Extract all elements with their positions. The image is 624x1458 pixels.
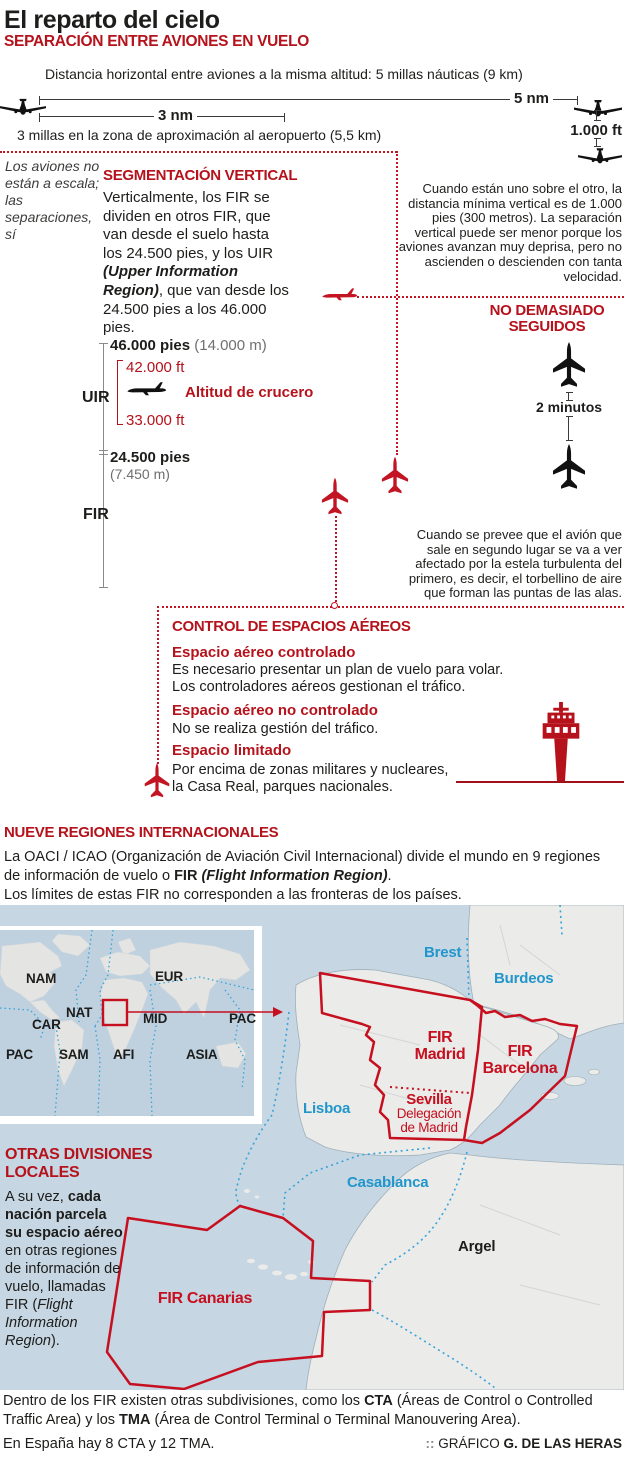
ground-line — [456, 781, 624, 783]
dotted-connector — [357, 296, 624, 298]
heading-otras-line2: LOCALES — [5, 1163, 80, 1181]
para-nueve-line2: Los límites de estas FIR no corresponden a las fronteras de los países. — [4, 887, 462, 903]
cruise-bracket — [117, 360, 118, 424]
altitude-46000-meters: (14.000 m) — [194, 337, 267, 354]
note-scale: Los aviones no están a escala; las separaciones, sí — [5, 158, 100, 242]
label-2-minutos: 2 minutos — [535, 399, 603, 415]
control-item-line: la Casa Real, parques nacionales. — [172, 779, 393, 795]
control-item-line: No se realiza gestión del tráfico. — [172, 721, 379, 737]
sevilla-label — [373, 1093, 485, 1135]
airplane-front-icon — [0, 96, 46, 119]
measure-line-1000ft-top — [596, 110, 597, 121]
heading-no-seguidos-line2: SEGUIDOS — [508, 318, 586, 335]
airplane-top-icon — [144, 762, 170, 800]
region-label-nam: NAM — [26, 971, 57, 986]
region-label-sam: SAM — [59, 1047, 89, 1062]
control-item-line: Es necesario presentar un plan de vuelo para volar. — [172, 662, 504, 678]
axis-tick — [99, 343, 108, 344]
heading-no-seguidos — [470, 303, 624, 335]
caption-horizontal-distance: Distancia horizontal entre aviones a la misma altitud: 5 millas náuticas (9 km) — [45, 66, 523, 82]
para-segmentacion-text: Verticalmente, los FIR se dividen en otros FIR, que van desde el suelo hasta los 24.500 pies, y los UIR — [103, 189, 274, 262]
axis-tick — [99, 454, 108, 455]
altitude-24500-value: 24.500 pies — [110, 449, 191, 466]
heading-control-espacios: CONTROL DE ESPACIOS AÉREOS — [172, 618, 411, 635]
region-label-mid: MID — [143, 1011, 168, 1026]
fir-barcelona-line1: FIR — [507, 1043, 533, 1060]
note-turbulence: Cuando se prevee que el avión que sale en segundo lugar se va a ver afectado por la estela turbulenta del primero, es decir, el torbellino de aire que forman las puntas de las alas. — [408, 527, 622, 601]
para-otras-em: Flight Information Region — [5, 1297, 78, 1349]
fir-madrid-line1: FIR — [427, 1029, 453, 1046]
para-footer-tma: TMA — [119, 1412, 151, 1428]
city-label-burdeos: Burdeos — [494, 970, 554, 987]
altitude-axis — [103, 343, 104, 588]
para-footer-text: (Áreas de Control o Controlled Traffic Area) y los — [3, 1393, 593, 1428]
control-item-title: Espacio aéreo no controlado — [172, 702, 378, 719]
region-label-eur: EUR — [155, 969, 183, 984]
altitude-33000: 33.000 ft — [126, 412, 185, 429]
label-fir: FIR — [83, 506, 109, 523]
region-label-nat: NAT — [66, 1005, 93, 1020]
altitude-46000-value: 46.000 pies — [110, 337, 191, 354]
city-label-brest: Brest — [424, 944, 462, 961]
control-item-title: Espacio aéreo controlado — [172, 644, 356, 661]
axis-tick — [99, 450, 108, 451]
city-label-lisboa: Lisboa — [303, 1100, 351, 1117]
credit-name: G. DE LAS HERAS — [503, 1436, 622, 1451]
label-uir: UIR — [82, 389, 110, 406]
note-approach: 3 millas en la zona de aproximación al aeropuerto (5,5 km) — [17, 127, 382, 143]
heading-nueve-regiones: NUEVE REGIONES INTERNACIONALES — [4, 824, 279, 841]
para-segmentacion-em: (Upper Information Region) — [103, 263, 238, 299]
region-label-afi: AFI — [113, 1047, 135, 1062]
airplane-top-icon — [552, 443, 586, 492]
credit-dots: :: — [425, 1436, 435, 1451]
region-label-pac-west: PAC — [6, 1047, 33, 1062]
para-otras-text: en otras regiones de información de vuelo, llamadas FIR ( — [5, 1243, 121, 1313]
dotted-connector — [157, 606, 159, 764]
axis-tick — [99, 587, 108, 588]
altitude-42000: 42.000 ft — [126, 359, 185, 376]
note-vertical-separation: Cuando están uno sobre el otro, la distancia mínima vertical es de 1.000 pies (300 metros). La separación vertical puede ser menor porque los aviones avanzan muy deprisa, pero no ascienden o descienden con tanta velocidad. — [398, 181, 622, 284]
heading-otras-line1: OTRAS DIVISIONES — [5, 1146, 153, 1163]
heading-otras-divisiones — [5, 1146, 152, 1181]
dotted-junction — [331, 602, 338, 609]
label-cruise-altitude: Altitud de crucero — [185, 384, 314, 401]
para-nueve-em: (Flight Information Region) — [201, 868, 388, 884]
para-footer-text: (Área de Control Terminal o Terminal Manouvering Area). — [150, 1412, 521, 1428]
control-tower-icon — [538, 702, 584, 783]
measure-line-5nm — [39, 99, 578, 100]
gap-line — [568, 416, 569, 441]
para-nueve-fir: FIR — [174, 868, 202, 884]
para-nueve-text: . — [387, 868, 392, 884]
dotted-connector — [335, 516, 337, 606]
para-otras-text: ). — [50, 1333, 60, 1349]
para-otras-text: A su vez, — [5, 1189, 68, 1205]
altitude-46000 — [110, 337, 267, 354]
heading-no-seguidos-line1: NO DEMASIADO — [489, 302, 605, 319]
para-otras-divisiones — [5, 1188, 127, 1350]
fir-barcelona-line2: Barcelona — [482, 1059, 558, 1077]
label-5nm: 5 nm — [510, 90, 553, 107]
fir-canarias-label: FIR Canarias — [157, 1290, 253, 1307]
label-3nm: 3 nm — [154, 107, 197, 124]
cruise-bracket-tick — [117, 424, 123, 425]
section-heading-separation: SEPARACIÓN ENTRE AVIONES EN VUELO — [4, 33, 310, 50]
para-footer-cta: CTA — [364, 1393, 393, 1409]
airplane-front-icon — [574, 97, 622, 121]
para-segmentacion — [103, 189, 289, 338]
sevilla-line3: de Madrid — [400, 1120, 458, 1135]
airplane-top-icon — [552, 341, 586, 390]
para-footer — [3, 1392, 617, 1430]
city-label-argel: Argel — [458, 1238, 496, 1255]
page-title: El reparto del cielo — [4, 6, 220, 34]
cruise-bracket-tick — [117, 360, 123, 361]
airplane-front-icon — [578, 146, 622, 167]
fir-madrid-line2: Madrid — [414, 1045, 466, 1063]
dotted-connector — [157, 606, 624, 608]
sevilla-line2: Delegación — [396, 1106, 462, 1121]
airplane-top-icon — [321, 477, 349, 517]
region-label-asia: ASIA — [186, 1047, 218, 1062]
sevilla-line1: Sevilla — [406, 1091, 452, 1108]
airplane-side-icon — [127, 381, 167, 398]
para-nueve-regiones — [4, 848, 620, 905]
airplane-top-icon — [381, 456, 409, 496]
fir-barcelona-label — [458, 1044, 582, 1077]
city-label-casablanca: Casablanca — [347, 1174, 429, 1191]
para-nueve-text: La OACI / ICAO (Organización de Aviación Civil Internacional) divide el mundo en 9 regiones de información de vuelo o — [4, 849, 601, 884]
heading-segmentacion: SEGMENTACIÓN VERTICAL — [103, 167, 298, 184]
control-item-line: Por encima de zonas militares y nucleares, — [172, 762, 449, 778]
para-segmentacion-text: , que van desde los 24.500 pies a los 46.000 pies. — [103, 281, 289, 337]
altitude-24500-meters: (7.450 m) — [110, 466, 170, 482]
dotted-connector — [0, 151, 397, 153]
control-item-title: Espacio limitado — [172, 742, 292, 759]
label-1000ft: 1.000 ft — [570, 122, 622, 139]
para-footer-text: Dentro de los FIR existen otras subdivisiones, como los — [3, 1393, 365, 1409]
control-item-line: Los controladores aéreos gestionan el tráfico. — [172, 679, 466, 695]
credit — [425, 1436, 622, 1451]
footer-summary: En España hay 8 CTA y 12 TMA. — [3, 1436, 215, 1452]
credit-label: GRÁFICO — [434, 1436, 504, 1451]
airplane-side-icon — [322, 287, 358, 303]
region-label-car: CAR — [32, 1017, 61, 1032]
region-label-pac-east: PAC — [229, 1011, 256, 1026]
para-otras-bold: cada nación parcela su espacio aéreo — [5, 1189, 123, 1241]
